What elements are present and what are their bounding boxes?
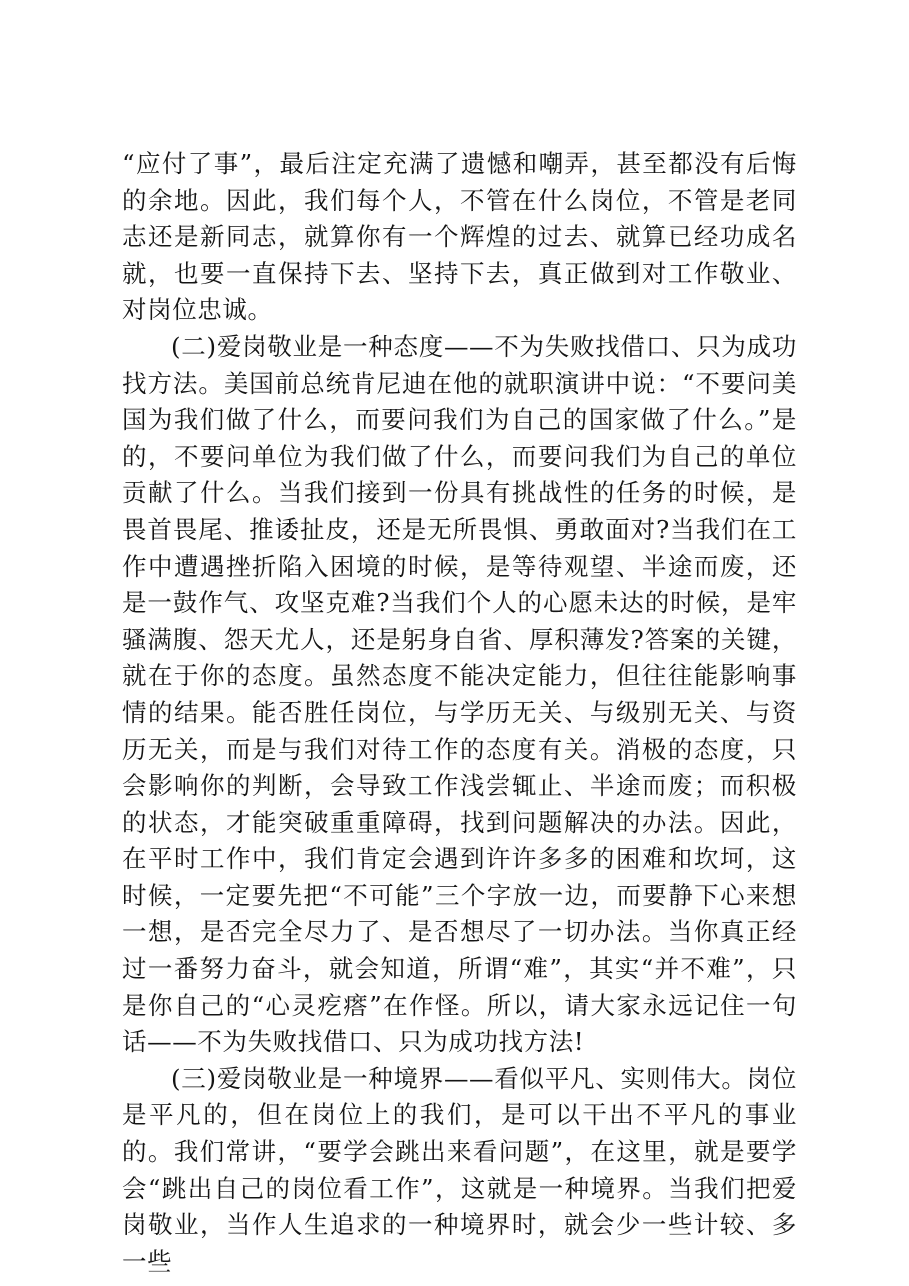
paragraph-text: “应付了事”，最后注定充满了遗憾和嘲弄，甚至都没有后悔的余地。因此，我们每个人，不管在什么岗位，不管是老同志还是新同志，就算你有一个辉煌的过去、就算已经功成名就，也要一直保持下去、坚持下去，真正做到对工作敬业、对岗位忠诚。 — [122, 149, 797, 325]
paragraph-attitude — [122, 329, 797, 1061]
paragraph-text: 岗位是平凡的，但在岗位上的我们，是可以干出不平凡的事业的。我们常讲，“要学会跳出来看问题”，在这里，就是要学会“跳出自己的岗位看工作”，这就是一种境界。当我们把爱岗敬业，当作人生追求的一种境界时，就会少一些计较、多一些 — [122, 1063, 798, 1276]
paragraph-text: 美国前总统肯尼迪在他的就职演讲中说：“不要问美国为我们做了什么，而要问我们为自己的国家做了什么。”是的，不要问单位为我们做了什么，而要问我们为自己的单位贡献了什么。当我们接到一份具有挑战性的任务的时候，是畏首畏尾、推诿扯皮，还是无所畏惧、勇敢面对?当我们在工作中遭遇挫折陷入困境的时候，是等待观望、半途而废，还是一鼓作气、攻坚克难?当我们个人的心愿未达的时候，是牢骚满腹、怨天尤人，还是躬身自省、厚积薄发?答案的关键，就在于你的态度。虽然态度不能决定能力，但往往能影响事情的结果。能否胜任岗位，与学历无关、与级别无关、与资历无关，而是与我们对待工作的态度有关。消极的态度，只会影响你的判断，会导致工作浅尝辄止、半途而废；而积极的状态，才能突破重重障碍，找到问题解决的办法。因此，在平时工作中，我们肯定会遇到许许多多的困难和坎坷，这时候，一定要先把“不可能”三个字放一边，而要静下心来想一想，是否完全尽力了、是否想尽了一切办法。当你真正经过一番努力奋斗，就会知道，所谓“难”，其实“并不难”，只是你自己的“心灵疙瘩”在作怪。所以，请大家永远记住一句话——不为失败找借口、只为成功找方法! — [122, 368, 797, 1057]
section-heading-3: (三)爱岗敬业是一种境界——看似平凡、实则伟大。 — [171, 1063, 747, 1093]
paragraph-realm — [122, 1061, 797, 1281]
section-heading-2: (二)爱岗敬业是一种态度——不为失败找借口、只为成功找方法。 — [122, 331, 797, 398]
paragraph-continuation — [122, 146, 797, 329]
document-body — [122, 146, 797, 1280]
